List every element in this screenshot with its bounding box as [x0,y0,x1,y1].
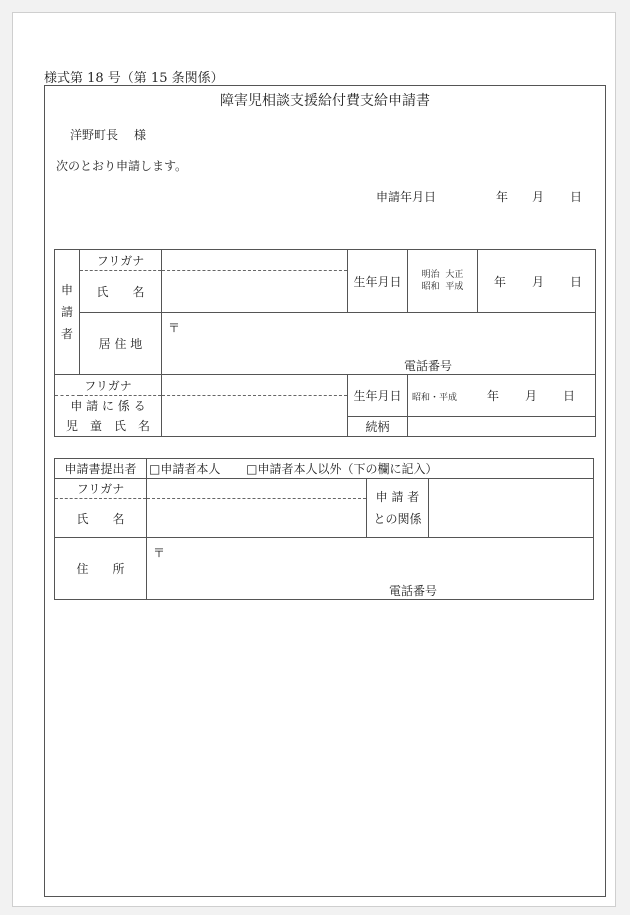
submitter-name-label: 氏 名 [55,499,147,538]
child-birthdate-label: 生年月日 [348,375,408,417]
child-relationship-label: 続柄 [348,417,408,437]
application-date-month: 月 [532,190,545,204]
submitter-option-other[interactable]: □申請者本人以外（下の欄に記入） [246,462,438,476]
submitter-furigana-field[interactable] [147,479,367,499]
applicant-furigana-label: フリガナ [80,250,162,271]
submitter-address-field[interactable] [147,538,594,600]
applicant-table [54,249,596,437]
child-furigana-label: フリガナ [55,375,162,396]
addressee-name: 洋野町長 [70,128,119,142]
submitter-option-self[interactable]: □申請者本人 [149,462,221,476]
application-date-label: 申請年月日 [376,190,437,204]
postal-mark-icon: 〒 [168,321,181,335]
child-relationship-field[interactable] [408,417,596,437]
applicant-furigana-field[interactable] [162,250,348,271]
application-date-day: 日 [570,190,583,204]
applicant-address-label: 居 住 地 [80,313,162,375]
submitter-relationship-field[interactable] [429,479,594,538]
submitter-name-field[interactable] [147,499,367,538]
submitter-address-label: 住 所 [55,538,147,600]
request-statement: 次のとおり申請します。 [56,159,188,173]
submitter-postal-mark-icon: 〒 [153,546,166,560]
applicant-name-field[interactable] [162,271,348,313]
applicant-name-label: 氏 名 [80,271,162,313]
child-birthdate-field[interactable]: 昭和・平成 年 月 日 [408,375,596,417]
applicant-era-options[interactable]: 明治 大正 昭和 平成 [408,250,478,313]
application-date-year: 年 [496,190,509,204]
submitter-table [54,458,594,600]
applicant-address-field[interactable] [162,313,596,375]
form-number: 様式第 18 号（第 15 条関係） [44,71,224,86]
applicant-phone-label: 電話番号 [404,359,453,373]
applicant-birthdate-label: 生年月日 [348,250,408,313]
application-date [376,188,582,205]
child-era-options: 昭和・平成 [412,393,458,403]
form-title: 障害児相談支援給付費支給申請書 [220,93,430,109]
submitter-label: 申請書提出者 [55,459,147,479]
child-name-field[interactable] [162,396,348,437]
submitter-phone-label: 電話番号 [389,584,438,598]
applicant-birthdate-field[interactable]: 年 月 日 [478,250,596,313]
submitter-furigana-label: フリガナ [55,479,147,499]
child-name-label: 申 請 に 係 る 児 童 氏 名 [55,396,162,437]
child-furigana-field[interactable] [162,375,348,396]
addressee [70,126,146,143]
submitter-options [147,459,594,479]
addressee-honorific: 様 [134,128,147,142]
submitter-relationship-label: 申 請 者 との関係 [367,479,429,538]
applicant-section-label: 申 請 者 [55,250,80,375]
